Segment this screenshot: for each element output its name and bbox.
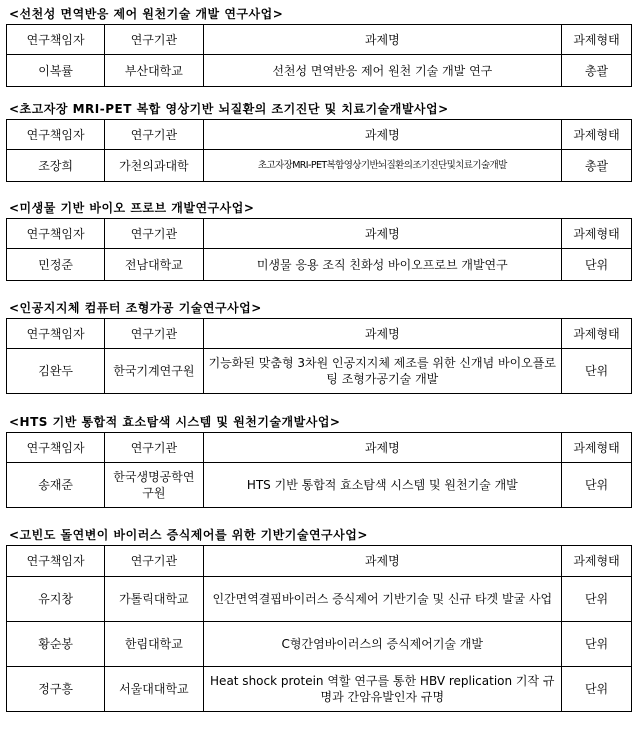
project-section [0,99,642,182]
header-researcher: 연구책임자 [7,433,105,463]
cell-researcher: 김완두 [7,349,105,394]
cell-researcher: 민정준 [7,249,105,281]
cell-researcher: 송재준 [7,463,105,508]
table-row [7,249,632,281]
project-section [0,4,642,87]
cell-institution: 전남대학교 [105,249,203,281]
cell-institution: 한국기계연구원 [105,349,203,394]
table-header-row [7,120,632,150]
table-header-row [7,546,632,577]
project-table [6,318,632,394]
cell-researcher: 황순봉 [7,622,105,667]
section-heading: <HTS 기반 통합적 효소탐색 시스템 및 원천기술개발사업> [9,415,341,429]
section-heading: <선천성 면역반응 제어 원천기술 개발 연구사업> [9,7,284,21]
header-institution: 연구기관 [105,319,203,349]
cell-researcher: 정구흥 [7,667,105,712]
cell-title: 미생물 응용 조직 친화성 바이오프로브 개발연구 [203,249,562,281]
header-type: 과제형태 [562,25,632,55]
cell-type: 총괄 [562,150,632,182]
header-type: 과제형태 [562,319,632,349]
project-section [0,525,642,712]
table-header-row [7,319,632,349]
cell-title: 초고자장MRI-PET복합영상기반뇌질환의조기진단및치료기술개발 [203,150,562,182]
cell-researcher: 이복률 [7,55,105,87]
cell-type: 단위 [562,349,632,394]
table-header-row [7,433,632,463]
section-heading: <미생물 기반 바이오 프로브 개발연구사업> [9,201,255,215]
cell-type: 총괄 [562,55,632,87]
cell-title: 인간면역결핍바이러스 증식제어 기반기술 및 신규 타겟 발굴 사업 [203,577,562,622]
project-section [0,198,642,281]
cell-institution: 부산대학교 [105,55,203,87]
header-institution: 연구기관 [105,120,203,150]
project-table [6,218,632,281]
header-title: 과제명 [203,319,562,349]
section-heading: <인공지지체 컴퓨터 조형가공 기술연구사업> [9,301,262,315]
header-title: 과제명 [203,433,562,463]
header-title: 과제명 [203,219,562,249]
header-institution: 연구기관 [105,25,203,55]
cell-title: C형간염바이러스의 증식제어기술 개발 [203,622,562,667]
project-section [0,298,642,394]
cell-type: 단위 [562,463,632,508]
cell-institution: 가천의과대학 [105,150,203,182]
project-table [6,119,632,182]
cell-researcher: 조장희 [7,150,105,182]
cell-institution: 서울대대학교 [105,667,203,712]
cell-institution: 가톨릭대학교 [105,577,203,622]
project-table [6,24,632,87]
header-researcher: 연구책임자 [7,546,105,577]
cell-title: 선천성 면역반응 제어 원천 기술 개발 연구 [203,55,562,87]
cell-type: 단위 [562,249,632,281]
table-row [7,150,632,182]
table-header-row [7,219,632,249]
table-row [7,667,632,712]
table-row [7,349,632,394]
cell-institution: 한국생명공학연구원 [105,463,203,508]
section-heading: <고빈도 돌연변이 바이러스 증식제어를 위한 기반기술연구사업> [9,528,368,542]
table-row [7,55,632,87]
cell-title: 기능화된 맞춤형 3차원 인공지지체 제조를 위한 신개념 바이오플로팅 조형가공기술 개발 [203,349,562,394]
header-type: 과제형태 [562,546,632,577]
cell-type: 단위 [562,667,632,712]
project-table [6,432,632,508]
header-researcher: 연구책임자 [7,219,105,249]
cell-type: 단위 [562,622,632,667]
header-institution: 연구기관 [105,546,203,577]
header-type: 과제형태 [562,433,632,463]
header-title: 과제명 [203,546,562,577]
cell-title: HTS 기반 통합적 효소탐색 시스템 및 원천기술 개발 [203,463,562,508]
section-heading: <초고자장 MRI-PET 복합 영상기반 뇌질환의 조기진단 및 치료기술개발사업> [9,102,449,116]
header-researcher: 연구책임자 [7,25,105,55]
header-institution: 연구기관 [105,219,203,249]
cell-institution: 한림대학교 [105,622,203,667]
table-row [7,577,632,622]
cell-type: 단위 [562,577,632,622]
header-researcher: 연구책임자 [7,120,105,150]
header-institution: 연구기관 [105,433,203,463]
project-table [6,545,632,712]
table-row [7,622,632,667]
table-header-row [7,25,632,55]
header-title: 과제명 [203,120,562,150]
cell-researcher: 유지창 [7,577,105,622]
header-title: 과제명 [203,25,562,55]
header-type: 과제형태 [562,219,632,249]
header-type: 과제형태 [562,120,632,150]
table-row [7,463,632,508]
cell-title: Heat shock protein 역할 연구를 통한 HBV replication 기작 규명과 간암유발인자 규명 [203,667,562,712]
header-researcher: 연구책임자 [7,319,105,349]
project-section [0,412,642,508]
